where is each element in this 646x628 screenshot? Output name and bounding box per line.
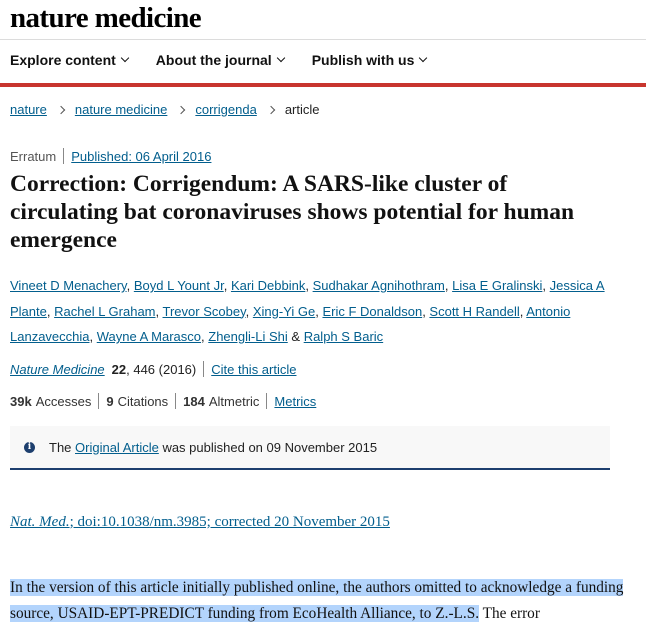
header-divider <box>0 39 646 40</box>
divider <box>175 393 176 409</box>
accesses-count: 39k <box>10 393 32 409</box>
accesses-label: Accesses <box>35 393 92 409</box>
breadcrumb-nature[interactable]: nature <box>10 102 47 117</box>
author-link[interactable]: Trevor Scobey <box>162 303 246 319</box>
correction-journal: Nat. Med. <box>10 514 70 530</box>
cite-this-article-link[interactable]: Cite this article <box>211 361 297 377</box>
chevron-down-icon <box>276 54 284 62</box>
breadcrumb-current: article <box>284 102 320 117</box>
author-link[interactable]: Vineet D Menachery <box>10 278 127 293</box>
nav-label: Explore content <box>10 52 116 68</box>
chevron-down-icon <box>121 54 129 62</box>
journal-link[interactable]: Nature Medicine <box>10 361 105 377</box>
citations-label: Citations <box>117 393 169 409</box>
info-icon: i <box>24 442 35 453</box>
notice-prefix: The <box>49 439 76 455</box>
article-title: Correction: Corrigendum: A SARS-like cluster of circulating bat coronaviruses shows potential for human emergence <box>10 171 575 253</box>
volume: 22 <box>111 361 127 377</box>
body-continuation: The error <box>479 605 540 622</box>
correction-doi: ; doi:10.1038/nm.3985; corrected 20 November 2015 <box>69 514 390 530</box>
author-link[interactable]: Boyd L Yount Jr <box>133 278 224 293</box>
author-link[interactable]: Eric F Donaldson <box>322 303 423 319</box>
author-link[interactable]: Zhengli-Li Shi <box>208 329 288 344</box>
nav-label: Publish with us <box>311 52 415 68</box>
author-link[interactable]: Wayne A Marasco <box>96 329 202 344</box>
author-link[interactable]: Lisa E Gralinski <box>452 278 543 293</box>
notice-suffix: was published on 09 November 2015 <box>158 439 378 455</box>
chevron-down-icon <box>419 54 427 62</box>
metrics-link[interactable]: Metrics <box>274 393 317 409</box>
divider <box>203 361 204 377</box>
chevron-right-icon <box>177 105 185 113</box>
divider <box>98 393 99 409</box>
original-article-notice <box>10 426 610 470</box>
author-link[interactable]: Ralph S Baric <box>303 329 384 344</box>
nav-publish-with-us[interactable] <box>312 52 427 68</box>
author-ampersand: & <box>291 329 301 344</box>
journal-logo[interactable]: nature medicine <box>10 2 202 34</box>
altmetric-label: Altmetric <box>208 393 260 409</box>
article-type: Erratum <box>10 148 57 164</box>
author-link[interactable]: Jessica A Plante <box>10 278 605 319</box>
author-link[interactable]: Xing-Yi Ge <box>252 303 316 319</box>
breadcrumb-nature-medicine[interactable]: nature medicine <box>74 102 168 117</box>
article-body <box>10 575 640 627</box>
author-list: Vineet D Menachery, Boyd L Yount Jr, Kari Debbink, Sudhakar Agnihothram, Lisa E Gralinski, Jessica A Plante, Rachel L Graham, Trevor Scobey, Xing-Yi Ge, Eric F Donaldson, Scott H Randell, Antonio Lanzavecchia, Wayne A Marasco, Zhengli-Li Shi & Ralph S Baric <box>10 278 605 344</box>
original-article-link[interactable]: Original Article <box>75 439 159 455</box>
published-date[interactable]: Published: 06 April 2016 <box>71 148 212 164</box>
article-metrics <box>10 393 316 409</box>
chevron-right-icon <box>267 105 275 113</box>
breadcrumb-corrigenda[interactable]: corrigenda <box>195 102 257 117</box>
chevron-right-icon <box>57 105 65 113</box>
divider <box>63 148 64 164</box>
accent-bar <box>0 83 646 87</box>
citations-count: 9 <box>106 393 114 409</box>
selected-text[interactable]: In the version of this article initially published online, the authors omitted to acknowledge a funding source, USAID-EPT-PREDICT funding from EcoHealth Alliance, to Z.-L.S. <box>10 579 624 622</box>
pages-year: , 446 (2016) <box>126 361 197 377</box>
author-link[interactable]: Antonio Lanzavecchia <box>10 303 571 344</box>
nav-label: About the journal <box>155 52 272 68</box>
main-nav <box>10 52 426 68</box>
correction-reference[interactable] <box>10 514 390 531</box>
divider <box>266 393 267 409</box>
nav-about-journal[interactable] <box>156 52 284 68</box>
altmetric-count: 184 <box>183 393 205 409</box>
author-link[interactable]: Scott H Randell <box>429 303 520 319</box>
breadcrumb <box>10 102 320 117</box>
nav-explore-content[interactable] <box>10 52 128 68</box>
author-link[interactable]: Kari Debbink <box>230 278 306 293</box>
author-link[interactable]: Sudhakar Agnihothram <box>312 278 445 293</box>
citation-line <box>10 361 296 377</box>
article-meta <box>10 148 211 164</box>
author-link[interactable]: Rachel L Graham <box>54 303 156 319</box>
